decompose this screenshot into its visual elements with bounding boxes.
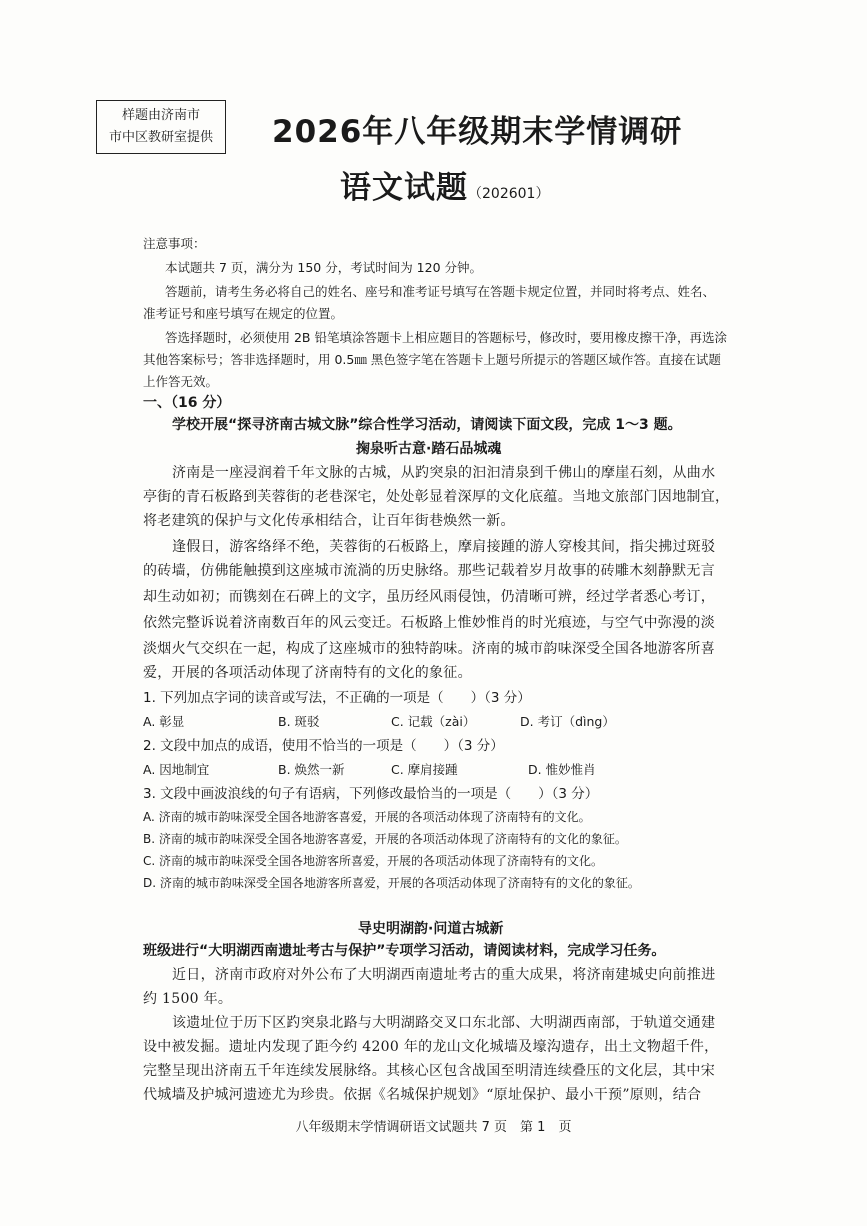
- question-3-stem: 3. 文段中画波浪线的句子有语病，下列修改最恰当的一项是（ ）（3 分）: [143, 786, 599, 802]
- exam-code: （202601）: [468, 186, 550, 202]
- question-2-option-a: A. 因地制宜: [143, 762, 210, 777]
- subject-title: 语文试题: [340, 170, 468, 206]
- passage-line: 设中被发掘。遗址内发现了距今约 4200 年的龙山文化城墙及壕沟遗存，出土文物超千件，: [143, 1039, 719, 1055]
- notes-heading: 注意事项：: [143, 236, 206, 251]
- question-2-option-c: C. 摩肩接踵: [391, 762, 458, 777]
- notes-line: 答选择题时，必须使用 2B 铅笔填涂答题卡上相应题目的答题标号，修改时，要用橡皮擦干净，再选涂: [165, 330, 727, 345]
- passage-line: 却生动如初；而镌刻在石碑上的文字，虽历经风雨侵蚀，仍清晰可辨，经过学者悉心考订，: [143, 589, 715, 605]
- passage-line: 亭街的青石板路到芙蓉街的老巷深宅，处处彰显着深厚的文化底蕴。当地文旅部门因地制宜，: [143, 489, 730, 505]
- section-1-heading: 一、（16 分）: [143, 395, 231, 411]
- source-stamp: [96, 100, 226, 154]
- question-1-option-b: B. 斑驳: [278, 714, 320, 729]
- question-2-option-d: D. 惟妙惟肖: [528, 762, 596, 777]
- exam-subtitle: [340, 162, 549, 207]
- question-1-stem: 1. 下列加点字词的读音或写法，不正确的一项是（ ）（3 分）: [143, 690, 531, 706]
- notes-line: 上作答无效。: [143, 374, 219, 389]
- question-2-stem: 2. 文段中加点的成语，使用不恰当的一项是（ ）（3 分）: [143, 738, 504, 754]
- exam-title: 2026年八年级期末学情调研: [272, 114, 683, 150]
- section-2-subtitle: 导史明湖韵·问道古城新: [358, 921, 504, 937]
- stamp-line-1: 样题由济南市: [121, 108, 200, 123]
- passage-line: 依然完整诉说着济南数百年的风云变迁。石板路上惟妙惟肖的时光痕迹，与空气中弥漫的淡: [143, 615, 715, 631]
- passage-line: 完整呈现出济南五千年连续发展脉络。其核心区包含战国至明清连续叠压的文化层，其中宋: [143, 1063, 715, 1079]
- question-1-option-d: D. 考订（dìng）: [520, 714, 615, 729]
- passage-line: 淡烟火气交织在一起，构成了这座城市的独特韵味。济南的城市韵味深受全国各地游客所喜: [143, 641, 715, 657]
- passage-line: 近日，济南市政府对外公布了大明湖西南遗址考古的重大成果，将济南建城史向前推进: [172, 967, 716, 983]
- question-1-option-a: A. 彰显: [143, 714, 185, 729]
- question-3-option-a: A. 济南的城市韵味深受全国各地游客喜爱，开展的各项活动体现了济南特有的文化。: [143, 810, 591, 824]
- question-3-option-d: D. 济南的城市韵味深受全国各地游客所喜爱，开展的各项活动体现了济南特有的文化的象征。: [143, 876, 640, 890]
- notes-line: 其他答案标号；答非选择题时，用 0.5㎜ 黑色签字笔在答题卡上题号所提示的答题区域作答。直接在试题: [143, 352, 721, 367]
- passage-line: 将老建筑的保护与文化传承相结合，让百年街巷焕然一新。: [143, 513, 515, 529]
- question-3-option-b: B. 济南的城市韵味深受全国各地游客喜爱，开展的各项活动体现了济南特有的文化的象征。: [143, 832, 627, 846]
- notes-line: 准考证号和座号填写在规定的位置。: [143, 306, 344, 321]
- passage-line: 济南是一座浸润着千年文脉的古城，从趵突泉的汩汩清泉到千佛山的摩崖石刻，从曲水: [172, 465, 716, 481]
- question-2-option-b: B. 焕然一新: [278, 762, 345, 777]
- passage-line: 爱，开展的各项活动体现了济南特有的文化的象征。: [143, 665, 472, 681]
- question-3-option-c: C. 济南的城市韵味深受全国各地游客所喜爱，开展的各项活动体现了济南特有的文化。: [143, 854, 604, 868]
- passage-line: 约 1500 年。: [143, 991, 233, 1007]
- page-footer: 八年级期末学情调研语文试题共 7 页 第 1 页: [295, 1120, 572, 1135]
- passage-line: 逢假日，游客络绎不绝，芙蓉街的石板路上，摩肩接踵的游人穿梭其间，指尖拂过斑驳: [172, 539, 716, 555]
- section-1-subtitle: 掬泉听古意·踏石品城魂: [356, 441, 502, 457]
- stamp-line-2: 市中区教研室提供: [108, 130, 213, 145]
- passage-line: 代城墙及护城河遗迹尤为珍贵。依据《名城保护规划》“原址保护、最小干预”原则，结合: [143, 1087, 702, 1103]
- section-1-intro: 学校开展“探寻济南古城文脉”综合性学习活动，请阅读下面文段，完成 1～3 题。: [172, 417, 682, 433]
- notes-line: 答题前，请考生务必将自己的姓名、座号和准考证号填写在答题卡规定位置，并同时将考点、姓名、: [165, 284, 716, 299]
- passage-line: 该遗址位于历下区趵突泉北路与大明湖路交叉口东北部、大明湖西南部，于轨道交通建: [172, 1015, 716, 1031]
- passage-line: 的砖墙，仿佛能触摸到这座城市流淌的历史脉络。那些记载着岁月故事的砖雕木刻静默无言: [143, 563, 715, 579]
- notes-line: 本试题共 7 页，满分为 150 分，考试时间为 120 分钟。: [165, 260, 483, 275]
- section-2-intro: 班级进行“大明湖西南遗址考古与保护”专项学习活动，请阅读材料，完成学习任务。: [143, 943, 666, 959]
- question-1-option-c: C. 记载（zài）: [391, 714, 476, 729]
